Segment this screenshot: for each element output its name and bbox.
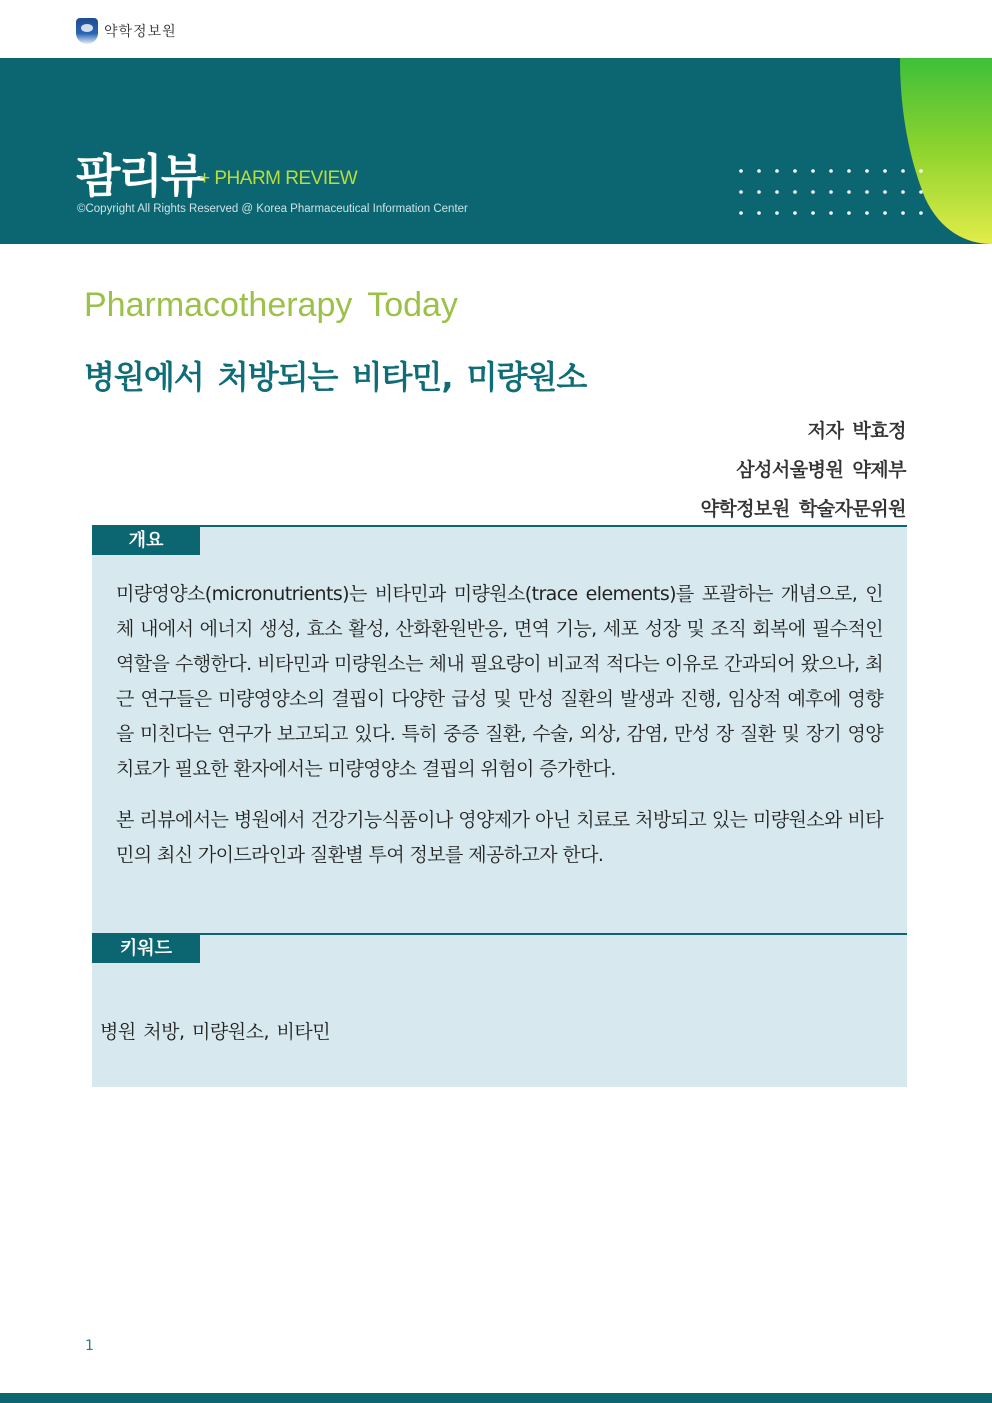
- kpic-emblem-icon: [76, 18, 98, 44]
- overview-box: [92, 525, 907, 935]
- overview-text: [116, 577, 883, 889]
- footer-bar: [0, 1393, 992, 1403]
- logo-text: 약학정보원: [104, 24, 177, 40]
- keywords-text: 병원 처방, 미량원소, 비타민: [100, 1021, 331, 1043]
- overview-paragraph: 본 리뷰에서는 병원에서 건강기능식품이나 영양제가 아닌 치료로 처방되고 있는 미량원소와 비타민의 최신 가이드라인과 질환별 투여 정보를 제공하고자 한다.: [116, 809, 883, 866]
- header-banner: [0, 58, 992, 244]
- brand-title: 팜리뷰: [76, 149, 204, 203]
- top-bar: [0, 0, 992, 60]
- author-role: 약학정보원 학술자문위원: [700, 498, 906, 520]
- author-name: 저자 박효정: [807, 420, 906, 442]
- series-title: Pharmacotherapy Today: [84, 286, 458, 324]
- overview-label: 개요: [92, 527, 200, 555]
- author-affiliation: 삼성서울병원 약제부: [736, 459, 906, 481]
- copyright: ©Copyright All Rights Reserved @ Korea Pharmaceutical Information Center: [77, 203, 468, 215]
- page-number: 1: [85, 1338, 94, 1354]
- keywords-label: 키워드: [92, 935, 200, 963]
- kpic-logo: [76, 18, 177, 44]
- dot-pattern-icon: [736, 166, 936, 226]
- overview-paragraph: 미량영양소(micronutrients)는 비타민과 미량원소(trace elements)를 포괄하는 개념으로, 인체 내에서 에너지 생성, 효소 활성, 산화환원반응, 면역 기능, 세포 성장 및 조직 회복에 필수적인 역할을 수행한다. 비타민과 미량원소는 체내 필요량이 비교적 적다는 이유로 간과되어 왔으나, 최근 연구들은 미량영양소의 결핍이 다양한 급성 및 만성 질환의 발생과 진행, 임상적 예후에 영향을 미친다는 연구가 보고되고 있다. 특히 중증 질환, 수술, 외상, 감염, 만성 장 질환 및 장기 영양치료가 필요한 환자에서는 미량영양소 결핍의 위험이 증가한다.: [116, 583, 883, 780]
- author-block: [700, 412, 906, 529]
- brand-subtitle: + PHARM REVIEW: [199, 168, 358, 189]
- article-title: 병원에서 처방되는 비타민, 미량원소: [84, 358, 587, 396]
- keywords-box: [92, 933, 907, 1087]
